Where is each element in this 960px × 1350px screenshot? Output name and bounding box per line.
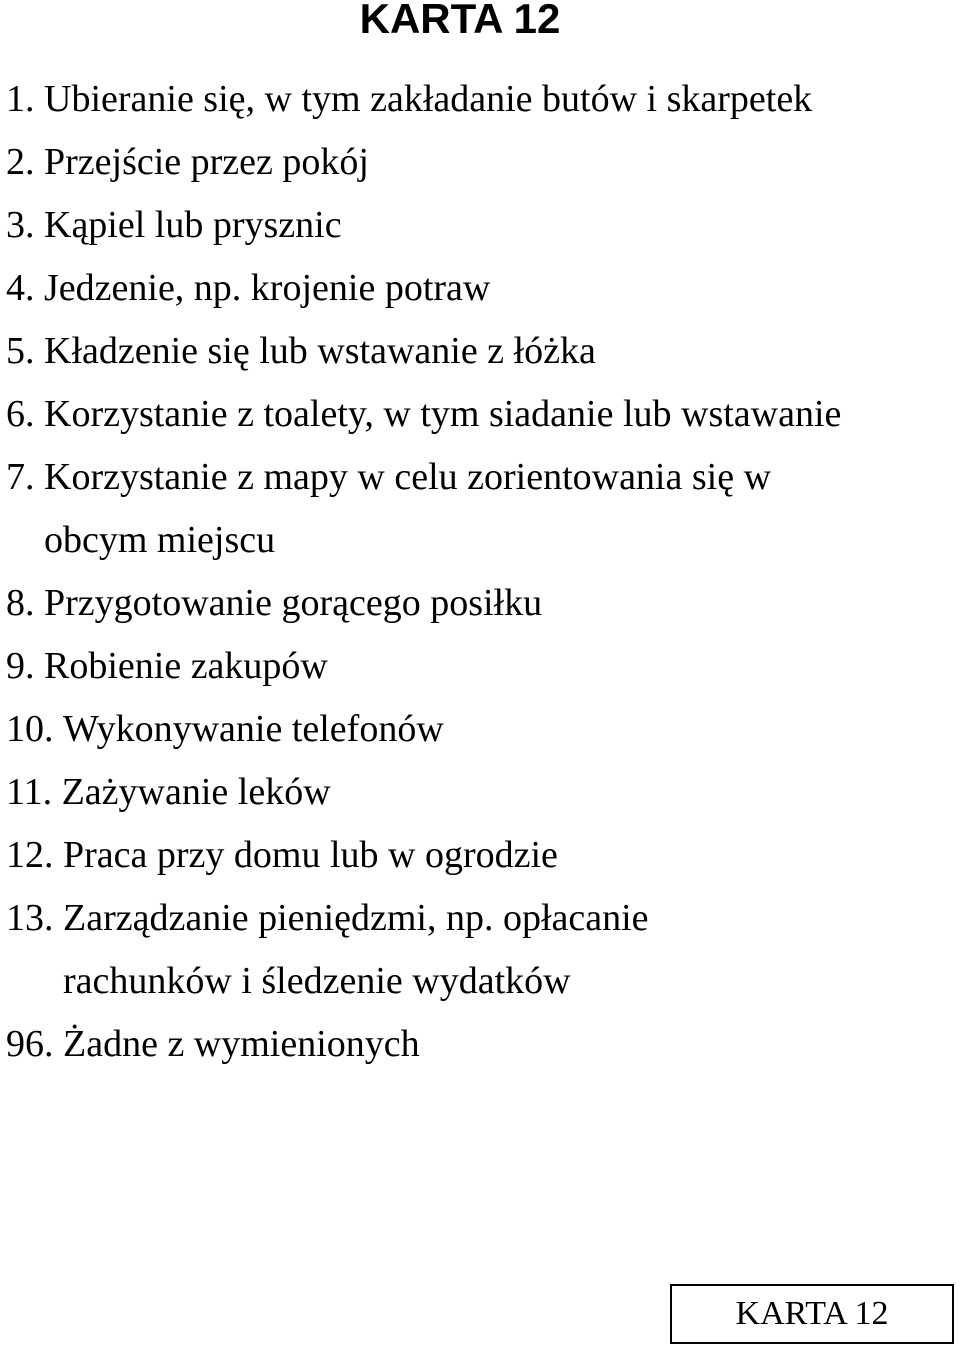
list-item — [6, 446, 864, 572]
item-text: Jedzenie, np. krojenie potraw — [44, 267, 491, 309]
list-item — [6, 257, 864, 320]
item-text: Wykonywanie telefonów — [63, 708, 444, 750]
item-number: 13 . — [6, 887, 63, 1013]
list-item — [6, 635, 864, 698]
activity-list — [6, 68, 864, 1076]
item-number: 5 . — [6, 320, 44, 383]
item-number: 96 . — [6, 1013, 63, 1076]
item-text: Kładzenie się lub wstawanie z łóżka — [44, 330, 596, 372]
list-item — [6, 383, 864, 446]
list-item — [6, 194, 864, 257]
list-item — [6, 572, 864, 635]
item-number: 1 . — [6, 68, 44, 131]
item-text: Przygotowanie gorącego posiłku — [44, 582, 543, 624]
item-number: 6 . — [6, 383, 44, 446]
item-number: 12 . — [6, 824, 63, 887]
item-text: Korzystanie z mapy w celu zorientowania się w obcym miejscu — [44, 456, 772, 561]
footer-card-label: KARTA 12 — [670, 1284, 954, 1344]
item-text: Zażywanie leków — [61, 771, 331, 813]
item-text: Ubieranie się, w tym zakładanie butów i skarpetek — [44, 78, 813, 120]
item-number: 4 . — [6, 257, 44, 320]
item-number: 11 . — [6, 761, 62, 824]
item-text: Żadne z wymienionych — [63, 1023, 420, 1065]
item-number: 9 . — [6, 635, 44, 698]
item-text: Praca przy domu lub w ogrodzie — [63, 834, 558, 876]
item-text: Przejście przez pokój — [44, 141, 369, 183]
item-number: 7 . — [6, 446, 44, 572]
list-item — [6, 68, 864, 131]
item-number: 8 . — [6, 572, 44, 635]
item-text: Robienie zakupów — [44, 645, 328, 687]
list-item — [6, 1013, 864, 1076]
item-text: Zarządzanie pieniędzmi, np. opłacanie rachunków i śledzenie wydatków — [63, 897, 649, 1002]
item-number: 2 . — [6, 131, 44, 194]
list-item — [6, 698, 864, 761]
item-text: Kąpiel lub prysznic — [44, 204, 342, 246]
list-item — [6, 824, 864, 887]
item-number: 3 . — [6, 194, 44, 257]
item-text: Korzystanie z toalety, w tym siadanie lub wstawanie — [44, 393, 842, 435]
page-title: KARTA 12 — [359, 0, 561, 42]
list-item — [6, 761, 864, 824]
list-item — [6, 887, 864, 1013]
list-item — [6, 320, 864, 383]
list-item — [6, 131, 864, 194]
item-number: 10 . — [6, 698, 63, 761]
